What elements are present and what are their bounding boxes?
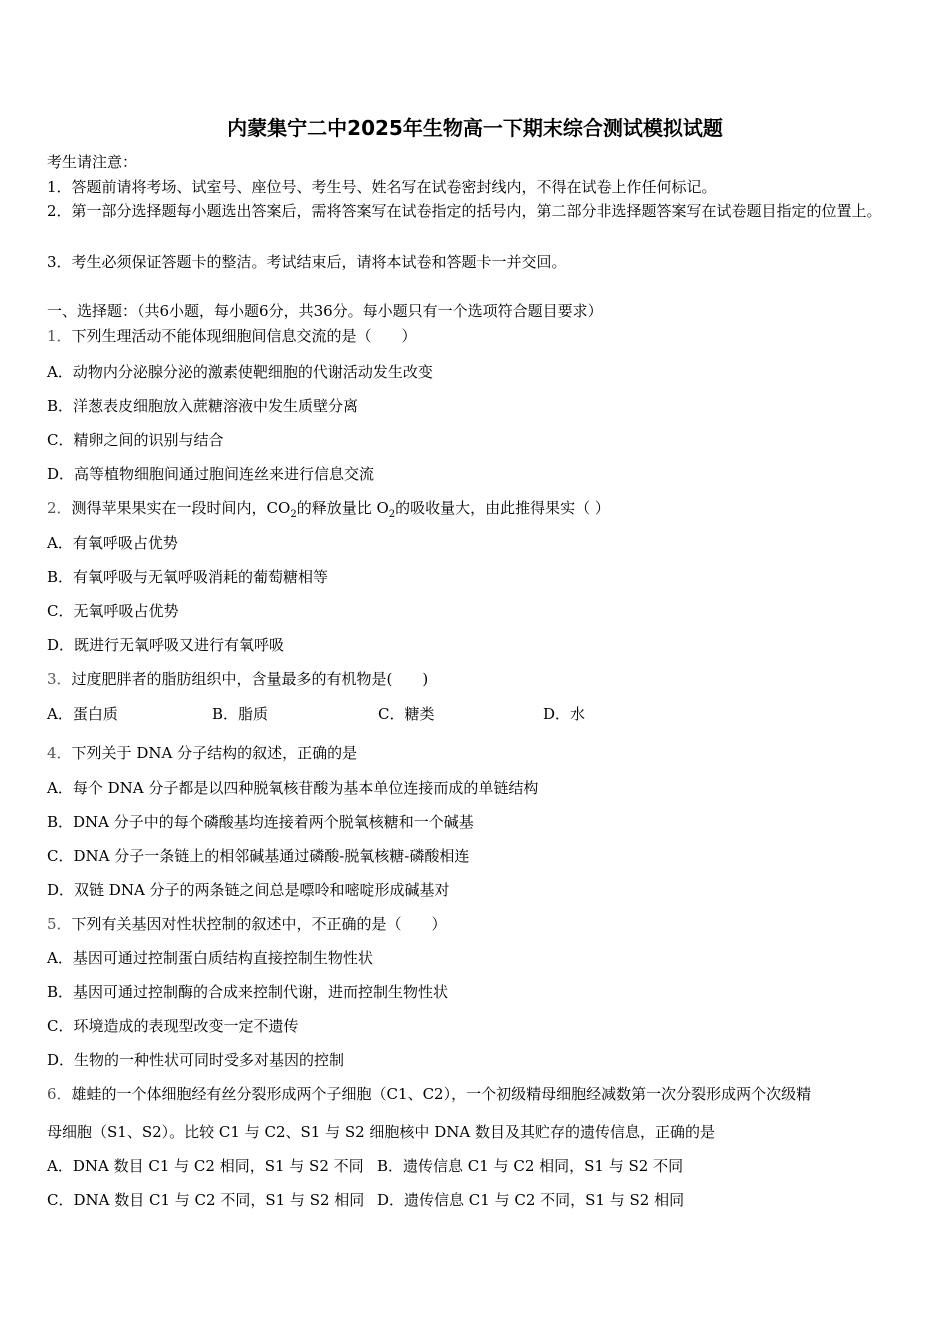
option: C．精卵之间的识别与结合: [47, 431, 224, 449]
option: D．遗传信息 C1 与 C2 不同，S1 与 S2 相同: [377, 1191, 685, 1209]
option: A．蛋白质: [47, 705, 118, 723]
question-text: 过度肥胖者的脂肪组织中，含量最多的有机物是( ): [71, 670, 429, 688]
question-number: 4．: [47, 744, 72, 762]
option: B．有氧呼吸与无氧呼吸消耗的葡萄糖相等: [47, 568, 329, 586]
question-number: 3．: [47, 670, 72, 688]
option: A．每个 DNA 分子都是以四种脱氧核苷酸为基本单位连接而成的单链结构: [47, 779, 539, 797]
question-stem: [47, 914, 447, 934]
option: D．高等植物细胞间通过胞间连丝来进行信息交流: [47, 465, 375, 483]
option: A．DNA 数目 C1 与 C2 相同，S1 与 S2 不同: [47, 1157, 364, 1175]
notice-item: 2．第一部分选择题每小题选出答案后，需将答案写在试卷指定的括号内，第二部分非选择题答案写在试卷题目指定的位置上。: [47, 202, 882, 220]
question-stem: 2．测得苹果果实在一段时间内，$CO_2$的释放量比 $O_2$的吸收量大，由此推得果实（ ）: [47, 499, 610, 520]
option: B．DNA 分子中的每个磷酸基均连接着两个脱氧核糖和一个碱基: [47, 813, 474, 831]
option-row: [47, 1190, 684, 1210]
question-text: 下列有关基因对性状控制的叙述中，不正确的是（ ）: [71, 915, 447, 933]
question-number: 2．: [47, 499, 72, 517]
option: B．洋葱表皮细胞放入蔗糖溶液中发生质壁分离: [47, 397, 359, 415]
option: A．基因可通过控制蛋白质结构直接控制生物性状: [47, 949, 373, 967]
question-number: 6．: [47, 1085, 72, 1103]
option: B．遗传信息 C1 与 C2 相同，S1 与 S2 不同: [377, 1157, 684, 1175]
page-title: 内蒙集宁二中2025年生物高一下期末综合测试模拟试题: [227, 116, 723, 140]
notice-item: 1．答题前请将考场、试室号、座位号、考生号、姓名写在试卷密封线内，不得在试卷上作任何标记。: [47, 178, 717, 196]
option: D．水: [543, 705, 586, 723]
section-heading: 一、选择题：（共6小题，每小题6分，共36分。每小题只有一个选项符合题目要求）: [47, 302, 603, 320]
option-row: [47, 1156, 683, 1176]
question-text: 下列关于 DNA 分子结构的叙述，正确的是: [71, 744, 358, 762]
option: D．生物的一种性状可同时受多对基因的控制: [47, 1051, 345, 1069]
option: B．基因可通过控制酶的合成来控制代谢，进而控制生物性状: [47, 983, 449, 1001]
option: C．DNA 分子一条链上的相邻碱基通过磷酸-脱氧核糖-磷酸相连: [47, 847, 470, 865]
question-number: 5．: [47, 915, 72, 933]
option: C．DNA 数目 C1 与 C2 不同，S1 与 S2 相同: [47, 1191, 365, 1209]
option: B．脂质: [212, 705, 269, 723]
question-text: 下列生理活动不能体现细胞间信息交流的是（ ）: [71, 327, 417, 345]
option: A．有氧呼吸占优势: [47, 534, 178, 552]
option: C．环境造成的表现型改变一定不遗传: [47, 1017, 299, 1035]
question-stem: [47, 326, 417, 346]
question-stem: [47, 669, 428, 689]
question-text: 雄蛙的一个体细胞经有丝分裂形成两个子细胞（C1、C2），一个初级精母细胞经减数第一次分裂形成两个次级精: [71, 1085, 812, 1103]
option: C．无氧呼吸占优势: [47, 602, 179, 620]
option: D．既进行无氧呼吸又进行有氧呼吸: [47, 636, 285, 654]
option: C．糖类: [378, 705, 435, 723]
option: A．动物内分泌腺分泌的激素使靶细胞的代谢活动发生改变: [47, 363, 433, 381]
option-row: [47, 704, 585, 724]
question-stem: [47, 743, 357, 763]
question-number: 1．: [47, 327, 72, 345]
notice-heading: 考生请注意：: [47, 153, 138, 171]
option: D．双链 DNA 分子的两条链之间总是嘌呤和嘧啶形成碱基对: [47, 881, 450, 899]
question-text: 母细胞（S1、S2）。比较 C1 与 C2、S1 与 S2 细胞核中 DNA 数目及其贮存的遗传信息，正确的是: [47, 1123, 715, 1141]
question-stem: [47, 1084, 811, 1104]
notice-item: 3．考生必须保证答题卡的整洁。考试结束后，请将本试卷和答题卡一并交回。: [47, 253, 567, 271]
